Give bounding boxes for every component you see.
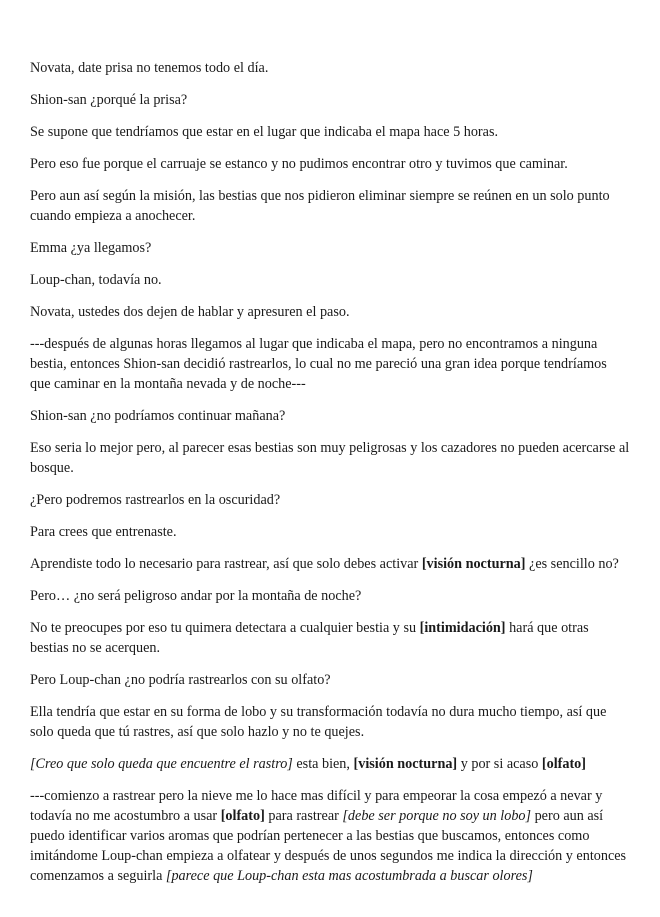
text-run: Novata, ustedes dos dejen de hablar y apresuren el paso. (30, 304, 350, 320)
italic-thought-text: [debe ser porque no soy un lobo] (342, 808, 532, 824)
text-run: Shion-san ¿porqué la prisa? (30, 92, 188, 108)
paragraph (30, 438, 630, 478)
paragraph (30, 90, 630, 110)
bold-skill-text: [intimidación] (419, 620, 506, 636)
document-page (30, 58, 630, 898)
paragraph (30, 122, 630, 142)
bold-skill-text: [visión nocturna] (421, 556, 526, 572)
text-run: Se supone que tendríamos que estar en el lugar que indicaba el mapa hace 5 horas. (30, 124, 499, 140)
text-run: Shion-san ¿no podríamos continuar mañana? (30, 408, 286, 424)
italic-thought-text: [parece que Loup-chan esta mas acostumbrada a buscar olores] (165, 868, 533, 884)
text-run: ¿es sencillo no? (525, 556, 619, 572)
paragraph (30, 58, 630, 78)
paragraph (30, 302, 630, 322)
text-run: ---después de algunas horas llegamos al lugar que indicaba el mapa, pero no encontramos a ninguna bestia, entonces Shion-san decidió rastrearlos, lo cual no me pareció una gran idea porque tendríamos que caminar en la montaña nevada y de noche--- (30, 336, 607, 392)
paragraph (30, 334, 630, 394)
paragraph (30, 618, 630, 658)
paragraph (30, 786, 630, 886)
text-run: Aprendiste todo lo necesario para rastrear, así que solo debes activar (30, 556, 422, 572)
bold-skill-text: [visión nocturna] (353, 756, 458, 772)
text-run: Pero… ¿no será peligroso andar por la montaña de noche? (30, 588, 362, 604)
paragraph (30, 702, 630, 742)
paragraph (30, 554, 630, 574)
text-run: pero aun así puedo identificar varios aromas que podrían pertenecer a las bestias que buscamos, entonces como imitándome Loup-chan empieza a olfatear y después de unos segundos me indica la dirección y entonces comenzamos a seguirla (30, 808, 627, 884)
text-run: Pero eso fue porque el carruaje se estanco y no pudimos encontrar otro y tuvimos que caminar. (30, 156, 568, 172)
text-run: Pero aun así según la misión, las bestias que nos pidieron eliminar siempre se reúnen en un solo punto cuando empieza a anochecer. (30, 188, 610, 224)
paragraph (30, 522, 630, 542)
text-run: Pero Loup-chan ¿no podría rastrearlos con su olfato? (30, 672, 331, 688)
text-run: y por si acaso (457, 756, 542, 772)
paragraph (30, 238, 630, 258)
paragraph (30, 586, 630, 606)
text-run: para rastrear (264, 808, 343, 824)
paragraph (30, 670, 630, 690)
text-run: hará que otras bestias no se acerquen. (30, 620, 589, 656)
italic-thought-text: [Creo que solo queda que encuentre el rastro] (30, 756, 293, 772)
paragraph (30, 186, 630, 226)
paragraph (30, 154, 630, 174)
text-run: Ella tendría que estar en su forma de lobo y su transformación todavía no dura mucho tiempo, así que solo queda que tú rastres, así que solo hazlo y no te quejes. (30, 704, 607, 740)
paragraph (30, 490, 630, 510)
text-run: Emma ¿ya llegamos? (30, 240, 152, 256)
bold-skill-text: [olfato] (220, 808, 265, 824)
text-run: esta bien, (292, 756, 354, 772)
text-run: Novata, date prisa no tenemos todo el día. (30, 60, 269, 76)
text-run: Eso seria lo mejor pero, al parecer esas bestias son muy peligrosas y los cazadores no pueden acercarse al bosque. (30, 440, 630, 476)
text-run: Loup-chan, todavía no. (30, 272, 162, 288)
text-run: No te preocupes por eso tu quimera detectara a cualquier bestia y su (30, 620, 420, 636)
text-run: ---comienzo a rastrear pero la nieve me lo hace mas difícil y para empeorar la cosa empezó a nevar y todavía no me acostumbro a usar (30, 788, 603, 824)
paragraph (30, 754, 630, 774)
paragraph (30, 406, 630, 426)
paragraph (30, 270, 630, 290)
text-run: Para crees que entrenaste. (30, 524, 177, 540)
text-run: ¿Pero podremos rastrearlos en la oscuridad? (30, 492, 281, 508)
bold-skill-text: [olfato] (541, 756, 586, 772)
